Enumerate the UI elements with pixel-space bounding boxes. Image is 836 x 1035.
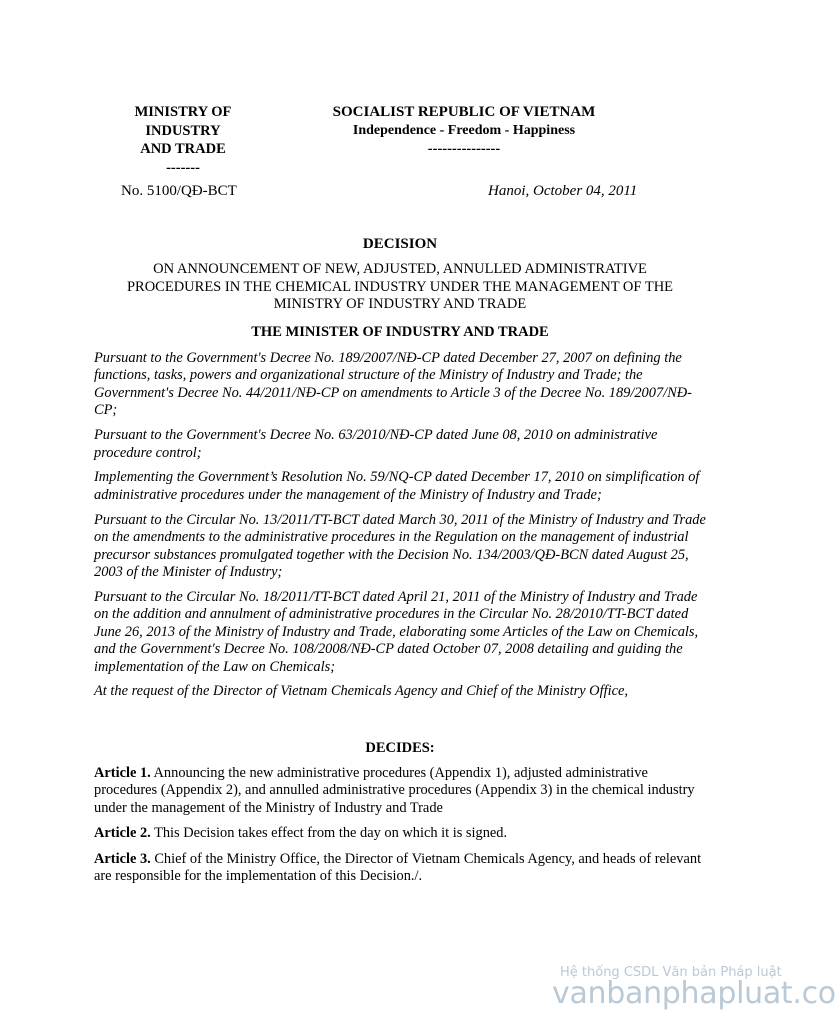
ministry-line: INDUSTRY <box>145 122 221 139</box>
document-number: No. 5100/QĐ-BCT <box>121 183 237 199</box>
preamble-paragraph: At the request of the Director of Vietnam Chemicals Agency and Chief of the Ministry Office, <box>94 683 628 700</box>
ministry-header <box>112 103 254 177</box>
document-date: Hanoi, October 04, 2011 <box>488 183 638 199</box>
watermark-site: vanbanphapluat.co <box>552 976 836 1011</box>
issuer-heading: THE MINISTER OF INDUSTRY AND TRADE <box>251 324 549 340</box>
articles <box>94 765 710 893</box>
preamble <box>94 350 710 708</box>
preamble-paragraph: Implementing the Government’s Resolution No. 59/NQ-CP dated December 17, 2010 on simplification of administrative procedures under the management of the Ministry of Industry and Trade; <box>94 469 700 503</box>
subtitle-line: ON ANNOUNCEMENT OF NEW, ADJUSTED, ANNULLED ADMINISTRATIVE <box>153 261 647 277</box>
article-label: Article 2. <box>94 825 151 842</box>
preamble-paragraph: Pursuant to the Government's Decree No. 189/2007/NĐ-CP dated December 27, 2007 on defining the functions, tasks, powers and organizational structure of the Ministry of Industry and Trade; the Government's Decree No. 44/2011/NĐ-CP on amendments to Article 3 of the Decree No. 189/2007/NĐ-CP; <box>94 350 692 419</box>
republic-header <box>300 103 628 159</box>
article-label: Article 1. <box>94 765 151 781</box>
ministry-line: MINISTRY OF <box>134 104 232 120</box>
ministry-rule: ------- <box>166 159 200 176</box>
article-text: This Decision takes effect from the day on which it is signed. <box>150 825 508 842</box>
article-1 <box>94 765 710 817</box>
national-motto: Independence - Freedom - Happiness <box>352 122 576 138</box>
article-text: Announcing the new administrative procedures (Appendix 1), adjusted administrative procedures (Appendix 2), and annulled administrative procedures (Appendix 3) in the chemical industry under the management of the Ministry of Industry and Trade <box>94 765 695 816</box>
preamble-paragraph: Pursuant to the Circular No. 13/2011/TT-BCT dated March 30, 2011 of the Ministry of Industry and Trade on the amendments to the administrative procedures in the Regulation on the management of industrial precursor substances promulgated together with the Decision No. 134/2003/QĐ-BCN dated August 25, 2003 of the Minister of Industry; <box>94 511 706 580</box>
preamble-paragraph: Pursuant to the Government's Decree No. 63/2010/NĐ-CP dated June 08, 2010 on administrative procedure control; <box>94 427 658 461</box>
decides-heading: DECIDES: <box>365 740 435 756</box>
subtitle-line: MINISTRY OF INDUSTRY AND TRADE <box>273 296 527 312</box>
watermark-caption: Hệ thống CSDL Văn bản Pháp luật <box>560 965 782 980</box>
preamble-paragraph: Pursuant to the Circular No. 18/2011/TT-BCT dated April 21, 2011 of the Ministry of Industry and Trade on the addition and annulment of administrative procedures in the Circular No. 28/2010/TT-BCT dated June 26, 2013 of the Ministry of Industry and Trade, elaborating some Articles of the Law on Chemicals, and the Government's Decree No. 108/2008/NĐ-CP dated October 07, 2008 detailing and guiding the implementation of the Law on Chemicals; <box>94 588 699 675</box>
document-subtitle <box>94 261 706 314</box>
document-title: DECISION <box>362 236 438 252</box>
article-3 <box>94 851 710 886</box>
article-text: Chief of the Ministry Office, the Director of Vietnam Chemicals Agency, and heads of relevant are responsible for the implementation of this Decision./. <box>94 850 702 885</box>
republic-name: SOCIALIST REPUBLIC OF VIETNAM <box>332 104 596 120</box>
ministry-line: AND TRADE <box>140 141 226 157</box>
motto-rule: --------------- <box>427 141 501 157</box>
article-2 <box>94 825 710 842</box>
article-label: Article 3. <box>94 850 151 867</box>
subtitle-line: PROCEDURES IN THE CHEMICAL INDUSTRY UNDER THE MANAGEMENT OF THE <box>126 278 674 295</box>
